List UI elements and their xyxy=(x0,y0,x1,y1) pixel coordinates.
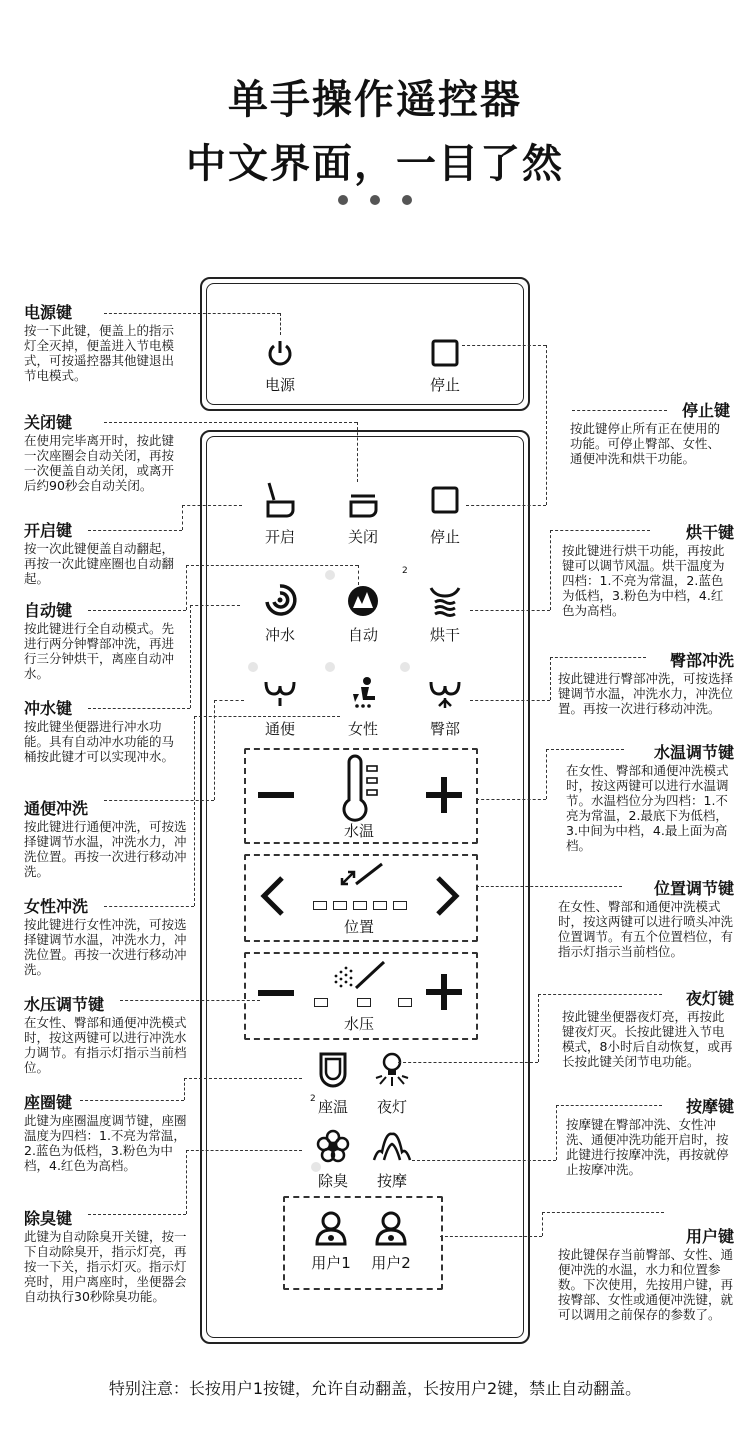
callout-text: 按此键进行烘干功能，再按此键可以调节风温。烘干温度为四档：1.不亮为常温，2.蓝色为低档，3.粉色为中档，4.红色为高档。 xyxy=(562,543,725,618)
footer-note: 特别注意：长按用户1按键，允许自动翻盖，长按用户2键，禁止自动翻盖。 xyxy=(108,1379,642,1398)
position-back-button[interactable] xyxy=(258,874,288,918)
female-wash-icon xyxy=(345,676,381,712)
callout-title: 位置调节键 xyxy=(653,879,734,898)
pressure-led xyxy=(398,998,412,1007)
callout-water-temp xyxy=(566,740,734,853)
callout-title: 水温调节键 xyxy=(653,743,734,762)
lid-open-icon xyxy=(263,480,297,520)
leader-line xyxy=(184,1078,302,1079)
bowel-label: 通便 xyxy=(264,720,295,738)
massage-label: 按摩 xyxy=(376,1172,407,1190)
leader-line xyxy=(194,716,195,906)
callout-position xyxy=(558,876,734,959)
stop-button[interactable] xyxy=(410,480,480,547)
deodor-label: 除臭 xyxy=(317,1172,348,1190)
leader-line xyxy=(214,700,244,701)
chevron-right-icon xyxy=(432,874,462,918)
leader-line xyxy=(550,657,646,658)
plus-icon xyxy=(424,972,464,1012)
leader-line xyxy=(80,1100,184,1101)
callout-open xyxy=(24,518,184,586)
callout-text: 此键为自动除臭开关键，按一下自动除臭开，指示灯亮，再按一下关，指示灯灭。指示灯亮时，用户离座时，坐便器会自动执行30秒除臭功能。 xyxy=(24,1229,187,1304)
leader-line xyxy=(186,1150,302,1151)
callout-text: 按此键进行全自动模式。先进行两分钟臀部冲洗，再进行三分钟烘干，离座自动冲水。 xyxy=(24,621,175,681)
pressure-led xyxy=(314,998,328,1007)
leader-line xyxy=(538,994,539,1062)
user1-label: 用户1 xyxy=(311,1254,351,1272)
leader-line xyxy=(556,1105,662,1106)
leader-line xyxy=(182,505,242,506)
female-button[interactable] xyxy=(328,676,398,739)
bowel-wash-icon xyxy=(262,676,298,712)
hip-wash-icon xyxy=(427,676,463,712)
stop-label: 停止 xyxy=(429,528,460,546)
callout-bowel xyxy=(24,796,189,879)
decor-dot xyxy=(338,195,348,205)
leader-line xyxy=(550,657,551,700)
callout-stop xyxy=(570,398,730,466)
leader-line xyxy=(538,994,662,995)
callout-text: 按此键坐便器夜灯亮，再按此键夜灯灭。长按此键进入节电模式，8小时后自动恢复，或再长按此键关闭节电功能。 xyxy=(562,1009,733,1069)
callout-user xyxy=(558,1224,734,1322)
leader-line xyxy=(357,422,358,482)
dry-button[interactable] xyxy=(410,582,480,645)
callout-text: 按此键进行臀部冲洗，可按选择键调节水温，冲洗水力，冲洗位置。再按一次进行移动冲洗。 xyxy=(558,671,734,716)
power-icon xyxy=(265,338,295,368)
night-light-label: 夜灯 xyxy=(376,1098,407,1116)
bulb-icon xyxy=(374,1050,410,1090)
callout-title: 烘干键 xyxy=(685,523,734,542)
water-temp-plus-button[interactable] xyxy=(424,775,464,815)
callout-title: 停止键 xyxy=(681,401,730,420)
pressure-minus-button[interactable] xyxy=(256,980,296,1006)
leader-line xyxy=(184,1078,185,1100)
decor-dot xyxy=(370,195,380,205)
callout-text: 按此键停止所有正在使用的功能。可停止臀部、女性、通便冲洗和烘干功能。 xyxy=(570,421,721,466)
auto-indicator xyxy=(325,570,335,580)
leader-line xyxy=(190,605,240,606)
callout-title: 座圈键 xyxy=(24,1093,73,1112)
leader-line xyxy=(476,886,622,887)
callout-text: 按此键进行女性冲洗，可按选择键调节水温，冲洗水力，冲洗位置。再按一次进行移动冲洗。 xyxy=(24,917,187,977)
water-temp-label: 水温 xyxy=(344,822,375,840)
auto-mode-icon xyxy=(345,582,381,618)
leader-line xyxy=(546,345,547,505)
user2-button[interactable] xyxy=(356,1210,426,1273)
open-label: 开启 xyxy=(264,528,295,546)
leader-line xyxy=(440,1236,542,1237)
leader-line xyxy=(104,422,357,423)
lid-close-icon xyxy=(346,480,380,520)
callout-text: 在使用完毕离开时，按此键一次座圈会自动关闭，再按一次便盖自动关闭，或离开后约90秒会自动关闭。 xyxy=(24,433,175,493)
callout-title: 电源键 xyxy=(24,303,73,322)
user2-label: 用户2 xyxy=(371,1254,411,1272)
position-label: 位置 xyxy=(344,918,375,936)
leader-line xyxy=(470,610,550,611)
leader-line xyxy=(104,800,214,801)
flower-icon xyxy=(315,1128,351,1164)
leader-line xyxy=(88,708,190,709)
thermometer-icon xyxy=(335,754,385,824)
callout-text: 按一下此键，便盖上的指示灯全灭掉，便盖进入节电模式，可按遥控器其他键退出节电模式。 xyxy=(24,323,175,383)
flush-button[interactable] xyxy=(245,582,315,645)
callout-title: 冲水键 xyxy=(24,699,73,718)
callout-deodor xyxy=(24,1206,194,1304)
leader-line xyxy=(550,530,551,610)
hip-button[interactable] xyxy=(410,676,480,739)
hip-indicator xyxy=(400,662,410,672)
close-button[interactable] xyxy=(328,480,398,547)
callout-title: 自动键 xyxy=(24,601,73,620)
power-label: 电源 xyxy=(264,376,295,394)
dry-label: 烘干 xyxy=(429,626,460,644)
seat-ring-icon xyxy=(315,1050,351,1090)
callout-text: 按此键进行通便冲洗，可按选择键调节水温，冲洗水力，冲洗位置。再按一次进行移动冲洗。 xyxy=(24,819,187,879)
leader-line xyxy=(186,565,358,566)
leader-line xyxy=(462,345,546,346)
night-light-button[interactable] xyxy=(357,1050,427,1117)
leader-line xyxy=(182,505,183,530)
leader-line xyxy=(88,610,186,611)
callout-text: 按摩键在臀部冲洗、女性冲洗、通便冲洗功能开启时，按此键进行按摩冲洗，再按就停止按摩冲洗。 xyxy=(566,1117,729,1177)
user-icon xyxy=(373,1210,409,1246)
callout-pressure xyxy=(24,992,189,1075)
callout-title: 除臭键 xyxy=(24,1209,73,1228)
leader-line xyxy=(542,1212,664,1213)
callout-title: 开启键 xyxy=(24,521,73,540)
leader-line xyxy=(88,530,182,531)
callout-title: 女性冲洗 xyxy=(24,897,89,916)
callout-title: 按摩键 xyxy=(685,1097,734,1116)
page-title: 单手操作遥控器 xyxy=(228,77,522,123)
leader-line xyxy=(546,749,547,799)
pressure-plus-button[interactable] xyxy=(424,972,464,1012)
leader-line xyxy=(190,605,191,708)
leader-line xyxy=(120,1000,260,1001)
seat-level-number: 2 xyxy=(310,1094,316,1104)
leader-line xyxy=(550,530,650,531)
power-button[interactable] xyxy=(245,338,315,395)
pressure-led xyxy=(357,998,371,1007)
user-icon xyxy=(313,1210,349,1246)
stop-top-button[interactable] xyxy=(410,338,480,395)
leader-line xyxy=(412,1160,556,1161)
leader-line xyxy=(104,906,194,907)
dry-level-number: 2 xyxy=(402,566,408,576)
leader-line xyxy=(476,799,546,800)
water-temp-indicator xyxy=(335,754,385,824)
leader-line xyxy=(186,1150,187,1214)
callout-hip xyxy=(558,648,734,716)
callout-text: 按此键保存当前臀部、女性、通便冲洗的水温，水力和位置参数。下次使用，先按用户键，再按臀部、女性或通便冲洗键，就可以调用之前保存的参数了。 xyxy=(558,1247,734,1322)
seat-temp-label: 座温 xyxy=(317,1098,348,1116)
callout-title: 夜灯键 xyxy=(685,989,734,1008)
massage-wave-icon xyxy=(372,1128,412,1164)
nozzle-position-icon xyxy=(336,860,386,888)
pressure-indicator xyxy=(332,958,388,998)
position-forward-button[interactable] xyxy=(432,874,462,918)
minus-icon xyxy=(256,980,296,1006)
leader-line xyxy=(470,700,550,701)
callout-dry xyxy=(562,520,734,618)
callout-title: 水压调节键 xyxy=(24,995,105,1014)
leader-line xyxy=(542,1212,543,1236)
leader-line xyxy=(358,565,359,585)
female-label: 女性 xyxy=(347,720,378,738)
leader-line xyxy=(88,1214,186,1215)
position-level-leds xyxy=(313,901,407,910)
callout-title: 关闭键 xyxy=(24,413,73,432)
close-label: 关闭 xyxy=(347,528,378,546)
female-indicator xyxy=(325,662,335,672)
chevron-left-icon xyxy=(258,874,288,918)
page-subtitle: 中文界面，一目了然 xyxy=(186,141,564,187)
callout-title: 臀部冲洗 xyxy=(669,651,734,670)
stop-square-icon xyxy=(430,338,460,368)
callout-title: 用户键 xyxy=(685,1227,734,1246)
leader-line xyxy=(186,565,187,610)
leader-line xyxy=(556,1105,557,1160)
callout-flush xyxy=(24,696,184,764)
stop-square-icon xyxy=(428,480,462,520)
callout-text: 按此键坐便器进行冲水功能。具有自动冲水功能的马桶按此键才可以实现冲水。 xyxy=(24,719,175,764)
callout-text: 在女性、臀部和通便冲洗模式时，按这两键可以进行喷头冲洗位置调节。有五个位置档位，有指示灯指示当前档位。 xyxy=(558,899,734,959)
auto-label: 自动 xyxy=(347,626,378,644)
leader-line xyxy=(280,313,281,335)
callout-seat xyxy=(24,1090,189,1173)
leader-line xyxy=(104,313,280,314)
callout-night xyxy=(562,986,734,1069)
leader-line xyxy=(466,505,546,506)
stop-top-label: 停止 xyxy=(429,376,460,394)
auto-button[interactable] xyxy=(328,582,398,645)
callout-text: 在女性、臀部和通便冲洗模式时，按这两键可以进行水温调节。水温档位分为四档：1.不亮为常温，2.最底下为低档，3.中间为中档，4.最上面为高档。 xyxy=(566,763,729,853)
bowel-button[interactable] xyxy=(245,676,315,739)
callout-massage xyxy=(566,1094,734,1177)
decor-dot xyxy=(402,195,412,205)
leader-line xyxy=(214,700,215,800)
leader-line xyxy=(572,410,667,411)
leader-line xyxy=(398,1062,538,1063)
pressure-label: 水压 xyxy=(344,1015,375,1033)
minus-icon xyxy=(256,782,296,808)
bowel-indicator xyxy=(248,662,258,672)
spray-nozzle-icon xyxy=(332,958,388,998)
position-indicator xyxy=(336,860,386,888)
open-button[interactable] xyxy=(245,480,315,547)
flush-label: 冲水 xyxy=(264,626,295,644)
water-temp-minus-button[interactable] xyxy=(256,782,296,808)
leader-line xyxy=(546,749,624,750)
callout-title: 通便冲洗 xyxy=(24,799,89,818)
callout-text: 在女性、臀部和通便冲洗模式时，按这两键可以进行冲洗水力调节。有指示灯指示当前档位。 xyxy=(24,1015,187,1075)
swirl-flush-icon xyxy=(262,582,298,618)
dryer-wave-icon xyxy=(427,582,463,618)
hip-label: 臀部 xyxy=(429,720,460,738)
plus-icon xyxy=(424,775,464,815)
callout-text: 按一次此键便盖自动翻起，再按一次此键座圈也自动翻起。 xyxy=(24,541,175,586)
callout-text: 此键为座圈温度调节键，座圈温度为四档：1.不亮为常温，2.蓝色为低档，3.粉色为中档，4.红色为高档。 xyxy=(24,1113,187,1173)
leader-line xyxy=(194,716,340,717)
